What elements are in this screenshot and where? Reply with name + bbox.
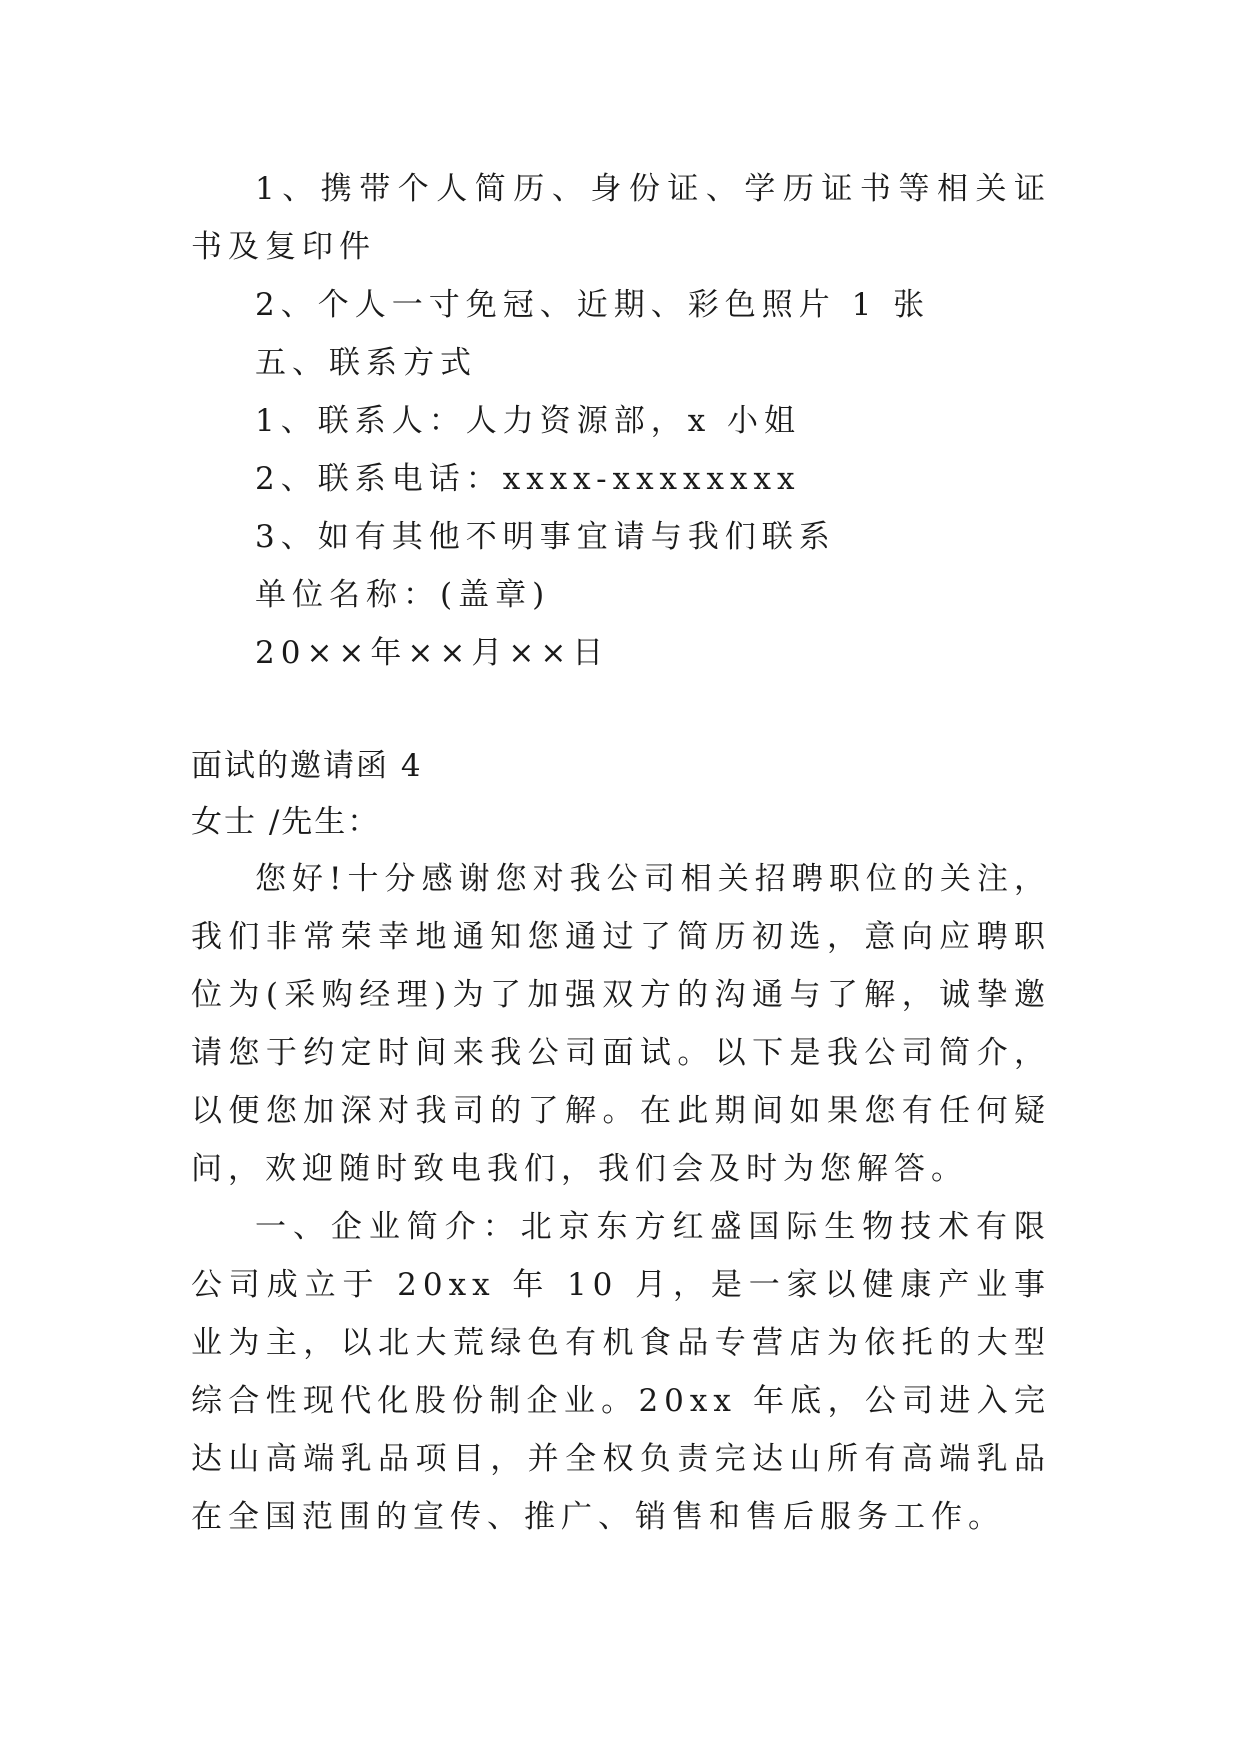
contact-phone: 2、联系电话：xxxx-xxxxxxxx (255, 461, 801, 497)
contact-note: 3、如有其他不明事宜请与我们联系 (255, 519, 836, 555)
letter-paragraph-1: 您好!十分感谢您对我公司相关招聘职位的关注，我们非常荣幸地通知您通过了简历初选，意向应聘职位为(采购经理)为了加强双方的沟通与了解，诚挚邀请您于约定时间来我公司面试。以下是我公司简介，以便您加深对我司的了解。在此期间如果您有任何疑问，欢迎随时致电我们，我们会及时为您解答。 (191, 861, 1051, 1187)
section-gap (191, 682, 1051, 738)
requirement-item-2: 2、个人一寸免冠、近期、彩色照片 1 张 (255, 287, 931, 323)
contact-heading: 五、联系方式 (255, 345, 477, 381)
unit-name: 单位名称：(盖章) (255, 577, 551, 613)
letter-paragraph-2: 一、企业简介：北京东方红盛国际生物技术有限公司成立于 20xx 年 10 月，是一家以健康产业事业为主，以北大荒绿色有机食品专营店为依托的大型综合性现代化股份制企业。20xx 年底，公司进入完达山高端乳品项目，并全权负责完达山所有高端乳品在全国范围的宣传、推广、销售和售后服务工作。 (191, 1209, 1051, 1535)
requirement-item-1: 1、携带个人简历、身份证、学历证书等相关证书及复印件 (191, 171, 1051, 265)
letter-title: 面试的邀请函 4 (191, 748, 423, 784)
salutation: 女士 /先生： (191, 804, 381, 840)
document-page (191, 160, 1051, 1546)
contact-person: 1、联系人：人力资源部，x 小姐 (255, 403, 802, 439)
date-line: 20××年××月××日 (255, 635, 610, 671)
